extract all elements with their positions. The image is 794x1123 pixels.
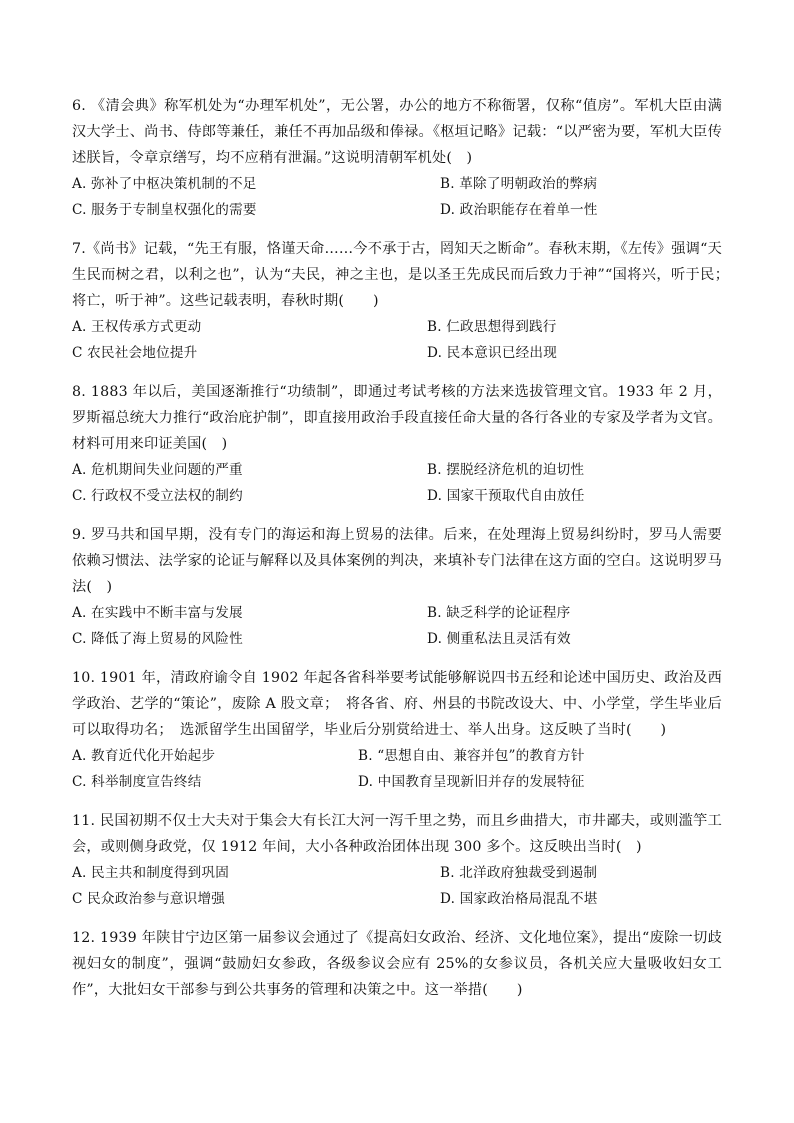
option-d[interactable]: D. 政治职能存在着单一性 (440, 202, 598, 218)
option-group (72, 314, 722, 366)
question-12 (72, 925, 722, 1003)
option-b[interactable]: B. 缺乏科学的论证程序 (427, 605, 571, 621)
question-7 (72, 236, 737, 366)
option-d[interactable]: D. 民本意识已经出现 (427, 345, 558, 361)
question-stem: 9. 罗马共和国早期，没有专门的海运和海上贸易的法律。后来，在处理海上贸易纠纷时，罗马人需要依赖习惯法、法学家的论证与解释以及具体案例的判决，来填补专门法律在这方面的空白。这说明罗马法( ) (72, 527, 722, 595)
question-8 (72, 379, 722, 509)
option-group (72, 743, 722, 795)
option-a[interactable]: A. 在实践中不断丰富与发展 (72, 605, 243, 621)
option-c[interactable]: C 民众政治参与意识增强 (72, 891, 226, 907)
option-c[interactable]: C. 行政权不受立法权的制约 (72, 488, 243, 504)
question-stem: 11. 民国初期不仅士大夫对于集会大有长江大河一泻千里之势，而且乡曲措大，市井鄙夫，或则滥竽工会，或则侧身政党，仅 1912 年间，大小各种政治团体出现 300 多个。这反映出当时( ) (72, 813, 722, 855)
option-d[interactable]: D. 侧重私法且灵活有效 (427, 631, 571, 647)
question-stem: 7.《尚书》记载，“先王有服，恪谨天命……今不承于古，罔知天之断命”。春秋末期，《左传》强调“天生民而树之君，以利之也”，认为“夫民，神之主也，是以圣王先成民而后致力于神”“国将兴，听于民； 将亡，听于神”。这些记载表明，春秋时期( ) (72, 241, 737, 309)
option-c[interactable]: C. 科举制度宣告终结 (72, 774, 202, 790)
option-group (72, 457, 722, 509)
option-b[interactable]: B. 北洋政府独裁受到遏制 (440, 865, 598, 881)
question-9 (72, 522, 722, 652)
option-b[interactable]: B. 摆脱经济危机的迫切性 (427, 462, 585, 478)
option-group (72, 600, 722, 652)
option-c[interactable]: C. 服务于专制皇权强化的需要 (72, 202, 257, 218)
option-group (72, 860, 722, 912)
question-stem: 8. 1883 年以后，美国逐渐推行“功绩制”，即通过考试考核的方法来选拔管理文官。1933 年 2 月，罗斯福总统大力推行“政治庇护制”，即直接用政治手段直接任命大量的各行各业的专家及学者为文官。材料可用来印证美国( ) (72, 384, 722, 452)
option-b[interactable]: B. “思想自由、兼容并包”的教育方针 (358, 748, 585, 764)
option-a[interactable]: A. 危机期间失业问题的严重 (72, 462, 243, 478)
option-b[interactable]: B. 革除了明朝政治的弊病 (440, 176, 598, 192)
question-stem: 10. 1901 年，清政府谕令自 1902 年起各省科举要考试能够解说四书五经和论述中国历史、政治及西学政治、艺学的“策论”，废除 A 股文章； 将各省、府、州县的书院改设大、中、小学堂，学生毕业后可以取得功名； 选派留学生出国留学，毕业后分别赏给进士、举人出身。这反映了当时( ) (72, 670, 722, 738)
question-stem: 6. 《清会典》称军机处为“办理军机处”，无公署，办公的地方不称衙署，仅称“值房”。军机大臣由满汉大学士、尚书、侍郎等兼任，兼任不再加品级和俸禄。《枢垣记略》记载：“以严密为要，军机大臣传述朕旨，令章京缮写，均不应稍有泄漏。”这说明清朝军机处( ) (72, 98, 722, 166)
option-c[interactable]: C 农民社会地位提升 (72, 345, 198, 361)
option-c[interactable]: C. 降低了海上贸易的风险性 (72, 631, 243, 647)
option-a[interactable]: A. 王权传承方式更动 (72, 319, 202, 335)
option-group (72, 171, 722, 223)
option-d[interactable]: D. 国家干预取代自由放任 (427, 488, 585, 504)
option-a[interactable]: A. 弥补了中枢决策机制的不足 (72, 176, 257, 192)
option-d[interactable]: D. 中国教育呈现新旧并存的发展特征 (358, 774, 585, 790)
question-stem: 12. 1939 年陕甘宁边区第一届参议会通过了《提高妇女政治、经济、文化地位案》，提出“废除一切歧视妇女的制度”，强调“鼓励妇女参政，各级参议会应有 25%的女参议员，各机关应大量吸收妇女工作”，大批妇女干部参与到公共事务的管理和决策之中。这一举措( ) (72, 930, 722, 998)
question-6 (72, 93, 722, 223)
question-11 (72, 808, 722, 912)
option-a[interactable]: A. 民主共和制度得到巩固 (72, 865, 229, 881)
option-d[interactable]: D. 国家政治格局混乱不堪 (440, 891, 598, 907)
option-a[interactable]: A. 教育近代化开始起步 (72, 748, 216, 764)
option-b[interactable]: B. 仁政思想得到践行 (427, 319, 557, 335)
question-10 (72, 665, 722, 795)
